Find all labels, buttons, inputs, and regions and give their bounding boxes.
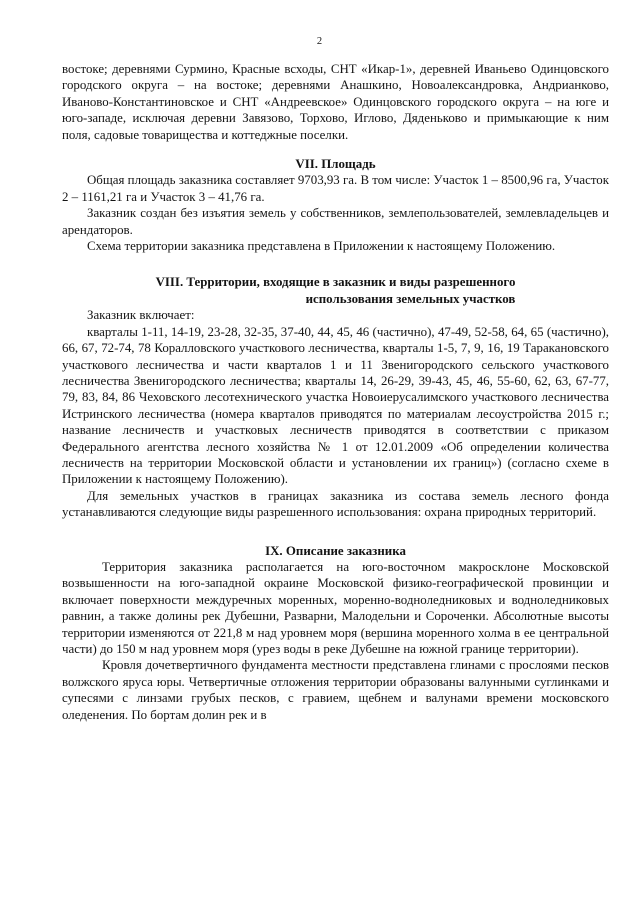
page-number: 2 [316,36,323,47]
section-9-heading: IX. Описание заказника [265,543,406,558]
section-7-paragraph-owners: Заказник создан без изъятия земель у собственников, землепользователей, землевладельцев и арендаторов. [62,206,609,237]
section-8-heading-line-1: VIII. Территории, входящие в заказник и виды разрешенного [155,275,516,290]
section-8-paragraph-quarters: кварталы 1-11, 14-19, 23-28, 32-35, 37-40, 44, 45, 46 (частично), 47-49, 52-58, 64, 65 (частично), 66, 67, 72-74, 78 Коралловского участкового лесничества, кварталы 1-5, 7, 9, 16, 19 Таракановского участкового лесничества и части кварталов 1 и 11 Звенигородского сельского участкового лесничества Звенигородского лесничества; кварталы 14, 26-29, 39-43, 45, 46, 55-60, 62, 63, 67-77, 79, 83, 84, 86 Чеховского лесотехнического участка Новоиерусалимского участкового лесничества Истринского лесничества (номера кварталов приводятся по материалам лесоустройства 2015 г.; название лесничеств и участковых лесничеств приводятся в соответствии с приказом Федерального агентства лесного хозяйства № 1 от 12.01.2009 «Об определении количества лесничеств на территории Московской области и установлении их границ») (согласно схеме в Приложении к настоящему Положению). [62,324,609,487]
section-9-paragraph-geology: Кровля дочетвертичного фундамента местности представлена глинами с прослоями песков волжского яруса юры. Четвертичные отложения территории образованы валунными суглинками и супесями с линзами грубых песков, с гравием, щебнем и валунами времени московского оледенения. По бортам долин рек и в [62,658,609,722]
section-7-paragraph-scheme: Схема территории заказника представлена в Приложении к настоящему Положению. [87,239,556,254]
section-7-paragraph-area: Общая площадь заказника составляет 9703,93 га. В том числе: Участок 1 – 8500,96 га, Участок 2 – 1161,21 га и Участок 3 – 41,76 га. [62,173,609,204]
intro-paragraph: востоке; деревнями Сурмино, Красные всходы, СНТ «Икар-1», деревней Иваньево Одинцовского городского округа – на востоке; деревнями Анашкино, Новоалександровка, Андрианково, Иваново-Константиновское и СНТ «Андреевское» Одинцовского городского округа – на юге и юго-западе, исключая деревни Завязово, Торхово, Иглово, Дяденьково и примыкающие к ним поля, садовые товарищества и коттеджные поселки. [62,62,609,142]
section-8-paragraph-usage: Для земельных участков в границах заказника из состава земель лесного фонда устанавливаются следующие виды разрешенного использования: охрана природных территорий. [62,488,609,520]
document-body [62,61,609,723]
section-9-paragraph-territory: Территория заказника располагается на юго-восточном макросклоне Московской возвышенности на юго-западной окраине Московской физико-географической провинции и включает поверхности междуречных моренных, моренно-водноледниковых и водноледниковых равнин, а также долины рек Дубешни, Разварни, Малодельни и Сороченки. Абсолютные высоты территории изменяются от 221,8 м над уровнем моря (вершина моренного холма в ее центральной части) до 150 м над уровнем моря (урез воды в реке Дубешне на южной границе территории). [62,559,609,656]
section-8-heading-line-2: использования земельных участков [305,291,516,306]
section-7-heading: VII. Площадь [295,157,376,172]
section-8-paragraph-includes: Заказник включает: [87,308,195,323]
